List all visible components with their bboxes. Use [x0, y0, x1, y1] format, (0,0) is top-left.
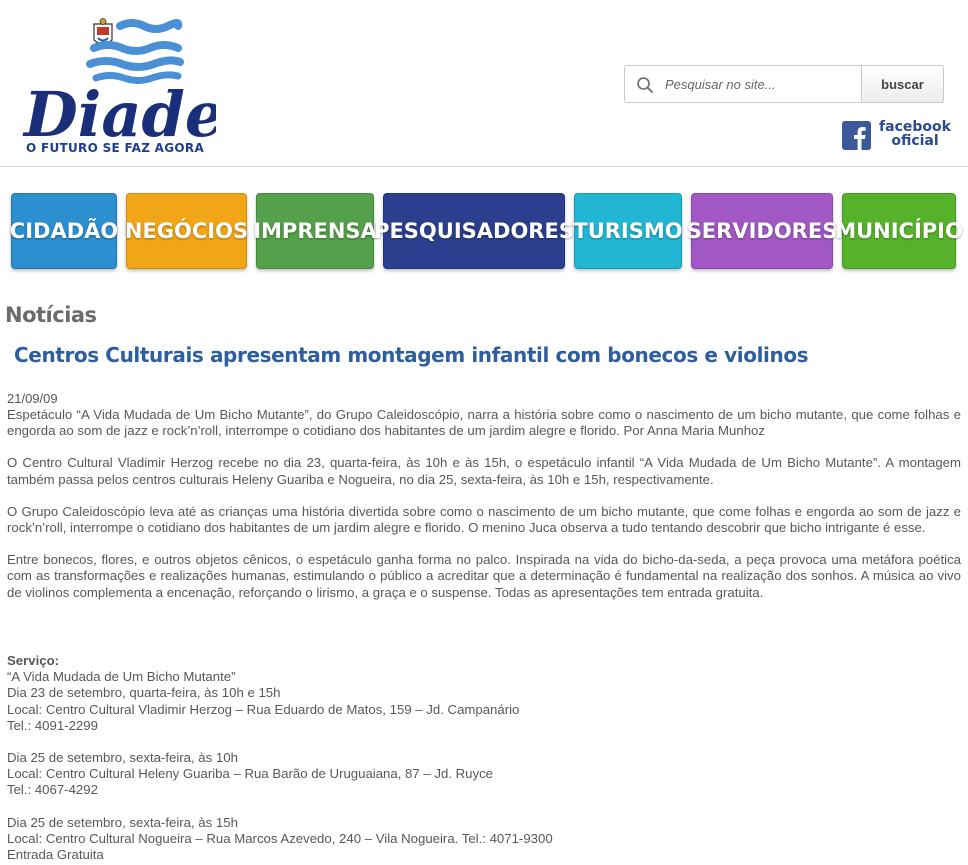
search-button[interactable]: buscar — [862, 65, 944, 103]
service-info — [7, 653, 961, 863]
service-tel: Tel.: 4091-2299 — [7, 717, 98, 733]
nav-imprensa[interactable] — [253, 193, 377, 269]
nav-negocios-label: NEGÓCIOS — [124, 219, 249, 243]
nav-pesquisadores-label: PESQUISADORES — [374, 219, 574, 243]
facebook-icon — [842, 121, 871, 150]
nav-servidores[interactable] — [686, 193, 838, 269]
service-show-name: “A Vida Mudada de Um Bicho Mutante” — [7, 669, 236, 685]
article-paragraph: O Grupo Caleidoscópio leva até as crianças uma história divertida sobre como o nascimento de um bicho mutante, que come folhas e engorda ao som de jazz e rock’n’roll, interrompe o cotidiano dos habitantes de um jardim alegre e florido. O menino Juca observa a tudo tentando descobrir que bicho intrigante é esse. — [7, 503, 961, 536]
service-when: Dia 25 de setembro, sexta-feira, às 15h — [7, 814, 238, 830]
nav-turismo[interactable] — [574, 193, 682, 269]
coat-of-arms-icon — [94, 19, 112, 45]
nav-servidores-label: SERVIDORES — [686, 219, 838, 243]
service-where: Local: Centro Cultural Nogueira – Rua Marcos Azevedo, 240 – Vila Nogueira. Tel.: 4071-9300 — [7, 830, 553, 846]
facebook-link[interactable] — [842, 120, 957, 152]
service-entry: Entrada Gratuita — [7, 847, 104, 863]
nav-municipio[interactable] — [835, 193, 963, 269]
main-nav — [0, 193, 968, 271]
site-header — [0, 0, 968, 167]
service-title: Serviço: — [7, 653, 60, 668]
nav-imprensa-label: IMPRENSA — [253, 219, 377, 243]
service-spacer — [7, 734, 961, 750]
service-spacer — [7, 799, 961, 815]
article-body — [7, 407, 961, 617]
nav-cidadao-label: CIDADÃO — [9, 219, 119, 243]
service-where: Local: Centro Cultural Vladimir Herzog – Rua Eduardo de Matos, 159 – Jd. Campanário — [7, 701, 520, 717]
article-paragraph: Espetáculo “A Vida Mudada de Um Bicho Mutante”, do Grupo Caleidoscópio, narra a história sobre como o nascimento de um bicho mutante, que come folhas e engorda ao som de jazz e rock’n’roll, interrompe o cotidiano dos habitantes de um jardim alegre e florido. Por Anna Maria Munhoz — [7, 407, 961, 439]
search-icon — [636, 76, 654, 94]
nav-cidadao[interactable] — [11, 193, 117, 269]
facebook-label-line2: oficial — [891, 133, 939, 149]
article-paragraph: O Centro Cultural Vladimir Herzog recebe no dia 23, quarta-feira, às 10h e às 15h, o espetáculo infantil “A Vida Mudada de Um Bicho Mutante”. A montagem também passa pelos centros culturais Heleny Guariba e Nogueira, no dia 25, sexta-feira, às 10h e 15h, respectivamente. — [7, 455, 961, 487]
service-where: Local: Centro Cultural Heleny Guariba – Rua Barão de Uruguaiana, 87 – Jd. Ruyce — [7, 766, 494, 782]
nav-pesquisadores[interactable] — [374, 193, 574, 269]
service-tel: Tel.: 4067-4292 — [7, 782, 98, 798]
article-date: 21/09/09 — [7, 391, 58, 406]
logo-wordmark: Diad — [24, 78, 185, 151]
nav-negocios[interactable] — [126, 193, 247, 269]
article-headline: Centros Culturais apresentam montagem infantil com bonecos e violinos — [14, 343, 809, 367]
search-input[interactable] — [665, 74, 855, 94]
article-paragraph: Entre bonecos, flores, e outros objetos cênicos, o espetáculo ganha forma no palco. Inspirada na vida do bicho-da-seda, a peça provoca uma metáfora poética com as transformações e realizações humanas, estimulando o público a acreditar que a determinação é fundamental na realização dos sonhos. A música ao vivo de violinos complementa a encenação, reforçando o lirismo, a graça e o suspense. Todas as apresentações tem entrada gratuita. — [7, 552, 961, 600]
section-title: Notícias — [5, 303, 97, 327]
service-when: Dia 23 de setembro, quarta-feira, às 10h e 15h — [7, 685, 281, 701]
facebook-label — [875, 120, 955, 148]
service-when: Dia 25 de setembro, sexta-feira, às 10h — [7, 750, 238, 766]
logo-tagline: O FUTURO SE FAZ AGORA — [26, 141, 205, 155]
nav-turismo-label: TURISMO — [573, 219, 683, 243]
nav-municipio-label: MUNICÍPIO — [835, 219, 963, 243]
facebook-label-line1: facebook — [879, 119, 951, 135]
search-box — [624, 65, 862, 103]
